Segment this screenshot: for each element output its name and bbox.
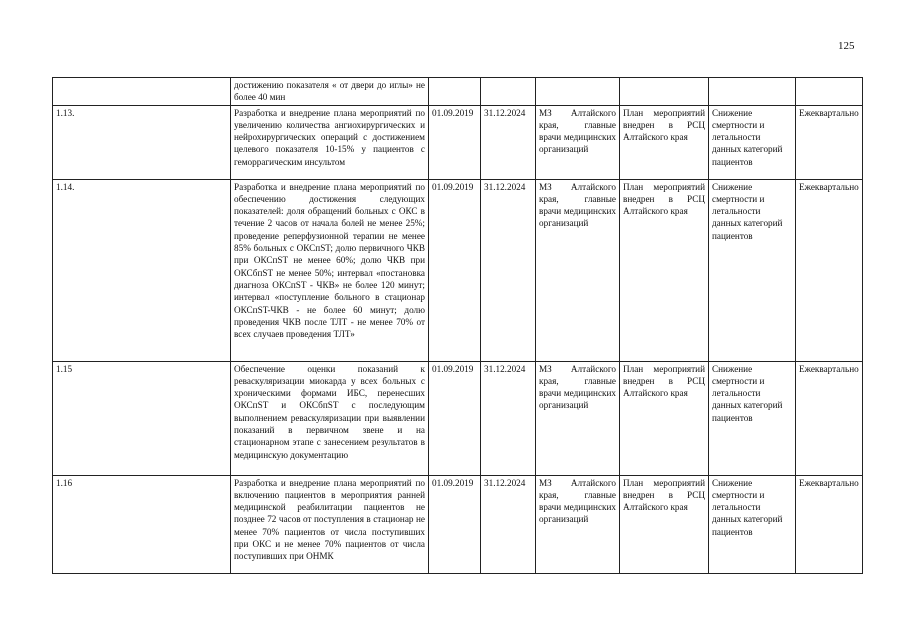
- cell-description: Обеспечение оценки показаний к реваскуляризации миокарда у всех больных с хроническими формами ИБС, перенесших ОКСпST и ОКСбпST с последующим выполнением реваскуляризации при выявлении показаний в первичном звене и на стационарном этапе с занесением результатов в медицинскую документацию: [231, 361, 429, 475]
- cell-result: План мероприятий внедрен в РСЦ Алтайского края: [620, 105, 709, 179]
- cell-indicator: Снижение смертности и летальности данных категорий пациентов: [709, 475, 796, 573]
- cell-start: 01.09.2019: [429, 105, 481, 179]
- cell-executor: МЗ Алтайского края, главные врачи медицинских организаций: [536, 475, 620, 573]
- cell-result: [620, 78, 709, 106]
- cell-executor: МЗ Алтайского края, главные врачи медицинских организаций: [536, 179, 620, 361]
- table-row: [53, 475, 863, 573]
- cell-description: достижению показателя « от двери до иглы» не более 40 мин: [231, 78, 429, 106]
- cell-result: План мероприятий внедрен в РСЦ Алтайского края: [620, 179, 709, 361]
- cell-num: 1.13.: [53, 105, 231, 179]
- table-row: [53, 105, 863, 179]
- cell-end: 31.12.2024: [481, 105, 536, 179]
- cell-executor: МЗ Алтайского края, главные врачи медицинских организаций: [536, 361, 620, 475]
- page-number: 125: [838, 40, 855, 52]
- cell-period: Ежеквартально: [796, 179, 863, 361]
- cell-period: Ежеквартально: [796, 475, 863, 573]
- cell-indicator: Снижение смертности и летальности данных категорий пациентов: [709, 179, 796, 361]
- cell-start: 01.09.2019: [429, 475, 481, 573]
- table-row: [53, 361, 863, 475]
- cell-period: Ежеквартально: [796, 361, 863, 475]
- measures-table: [52, 77, 863, 574]
- cell-num: [53, 78, 231, 106]
- cell-start: 01.09.2019: [429, 361, 481, 475]
- cell-end: [481, 78, 536, 106]
- cell-description: Разработка и внедрение плана мероприятий по увеличению количества ангиохирургических и нейрохирургических операций с достижением целевого показателя 10-15% у пациентов с геморрагическим инсультом: [231, 105, 429, 179]
- cell-period: [796, 78, 863, 106]
- cell-description: Разработка и внедрение плана мероприятий по включению пациентов в мероприятия ранней медицинской реабилитации пациентов не позднее 72 часов от поступления в стационар не менее 70% пациентов от числа поступивших при ОКС и не менее 70% пациентов от числа поступивших при ОНМК: [231, 475, 429, 573]
- cell-num: 1.15: [53, 361, 231, 475]
- table-row-continued: [53, 78, 863, 106]
- cell-start: [429, 78, 481, 106]
- cell-indicator: Снижение смертности и летальности данных категорий пациентов: [709, 361, 796, 475]
- cell-num: 1.16: [53, 475, 231, 573]
- cell-result: План мероприятий внедрен в РСЦ Алтайского края: [620, 361, 709, 475]
- cell-end: 31.12.2024: [481, 179, 536, 361]
- cell-indicator: [709, 78, 796, 106]
- cell-end: 31.12.2024: [481, 361, 536, 475]
- cell-result: План мероприятий внедрен в РСЦ Алтайского края: [620, 475, 709, 573]
- cell-period: Ежеквартально: [796, 105, 863, 179]
- cell-num: 1.14.: [53, 179, 231, 361]
- cell-description: Разработка и внедрение плана мероприятий по обеспечению достижения следующих показателей: доля обращений больных с ОКС в течение 2 часов от начала болей не менее 25%; проведение реперфузионной терапии не менее 85% больных с ОКСпST; долю первичного ЧКВ при ОКСпST не менее 60%; долю ЧКВ при ОКСбпST не менее 50%; интервал «постановка диагноза ОКСпST - ЧКВ» не более 120 минут; интервал «поступление больного в стационар ОКСпST-ЧКВ - не более 60 минут; долю проведения ЧКВ после ТЛТ - не менее 70% от всех случаев проведения ТЛТ»: [231, 179, 429, 361]
- cell-indicator: Снижение смертности и летальности данных категорий пациентов: [709, 105, 796, 179]
- table-row: [53, 179, 863, 361]
- cell-executor: [536, 78, 620, 106]
- cell-start: 01.09.2019: [429, 179, 481, 361]
- cell-executor: МЗ Алтайского края, главные врачи медицинских организаций: [536, 105, 620, 179]
- cell-end: 31.12.2024: [481, 475, 536, 573]
